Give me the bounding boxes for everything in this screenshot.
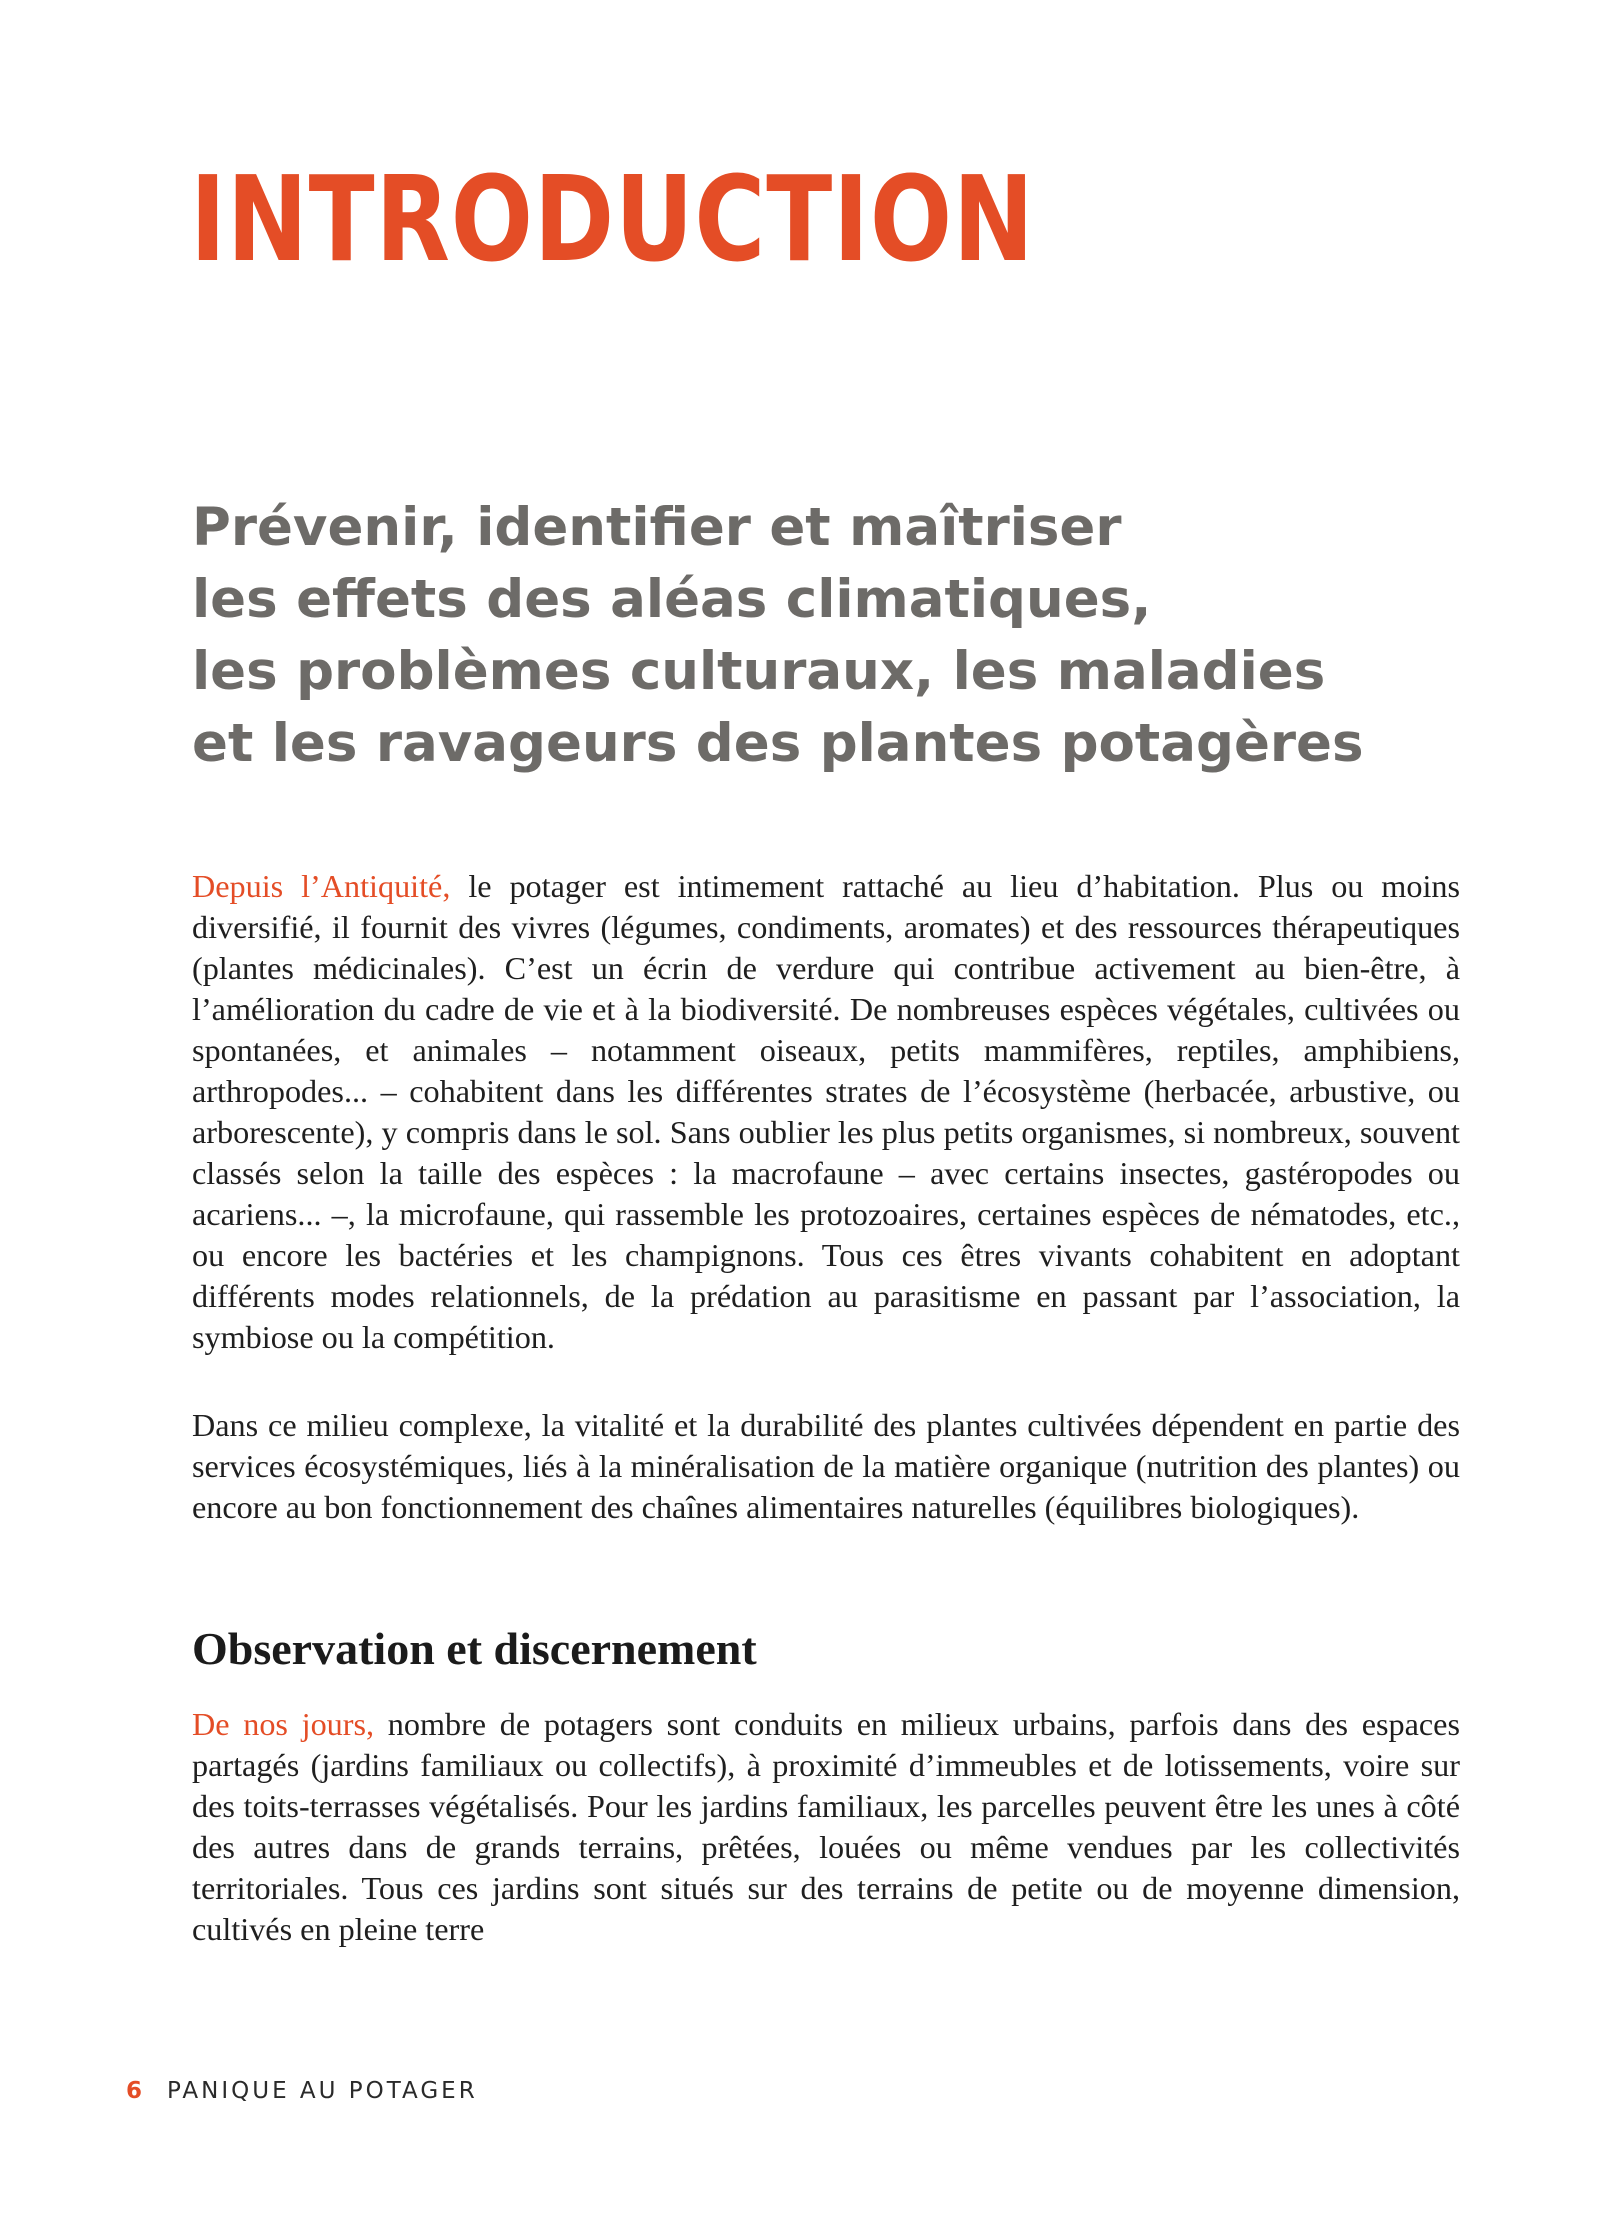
paragraph-text: nombre de potagers sont conduits en milieux urbains, parfois dans des espaces partagés (jardins familiaux ou collectifs), à proximité d’immeubles et de lotissements, voire sur des toits-terrasses végétalisés. Pour les jardins familiaux, les parcelles peuvent être les unes à côté des autres dans de grands terrains, prêtées, louées ou même vendues par les collectivités territoriales. Tous ces jardins sont situés sur des terrains de petite ou de moyenne dimension, cultivés en pleine terre [192,1706,1460,1947]
paragraph [192,1704,1460,1950]
page-number: 6 [126,2078,146,2104]
intro-paragraph-2 [192,1405,1460,1528]
paragraph-text: Dans ce milieu complexe, la vitalité et la durabilité des plantes cultivées dépendent en partie des services écosystémiques, liés à la minéralisation de la matière organique (nutrition des plantes) ou encore au bon fonctionnement des chaînes alimentaires naturelles (équilibres biologiques). [192,1407,1460,1525]
subtitle-line: les effets des aléas climatiques, [192,569,1152,630]
running-title: PANIQUE AU POTAGER [167,2078,478,2104]
intro-paragraph-1 [192,866,1460,1358]
section-paragraph-1 [192,1704,1460,1950]
paragraph-lead-in: De nos jours, [192,1706,375,1742]
page-footer [126,2078,478,2104]
chapter-title: INTRODUCTION [190,150,1035,288]
paragraph [192,866,1460,1358]
paragraph-text: le potager est intimement rattaché au lieu d’habitation. Plus ou moins diversifié, il fournit des vivres (légumes, condiments, aromates) et des ressources thérapeutiques (plantes médicinales). C’est un écrin de verdure qui contribue activement au bien-être, à l’amélioration du cadre de vie et à la biodiversité. De nombreuses espèces végétales, cultivées ou spontanées, et animales – notamment oiseaux, petits mammifères, reptiles, amphibiens, arthropodes... – cohabitent dans les différentes strates de l’écosystème (herbacée, arbustive, ou arborescente), y compris dans le sol. Sans oublier les plus petits organismes, si nombreux, souvent classés selon la taille des espèces : la macrofaune – avec certains insectes, gastéropodes ou acariens... –, la microfaune, qui rassemble les protozoaires, certaines espèces de nématodes, etc., ou encore les bactéries et les champignons. Tous ces êtres vivants cohabitent en adoptant différents modes relationnels, de la prédation au parasitisme en passant par l’association, la symbiose ou la compétition. [192,868,1461,1355]
section-heading: Observation et discernement [192,1623,757,1674]
subtitle-line: les problèmes culturaux, les maladies [192,641,1326,702]
chapter-subtitle [192,492,1492,780]
subtitle-line: et les ravageurs des plantes potagères [192,713,1364,774]
subtitle-line: Prévenir, identifier et maîtriser [192,497,1122,558]
paragraph-lead-in: Depuis l’Antiquité, [192,868,451,904]
